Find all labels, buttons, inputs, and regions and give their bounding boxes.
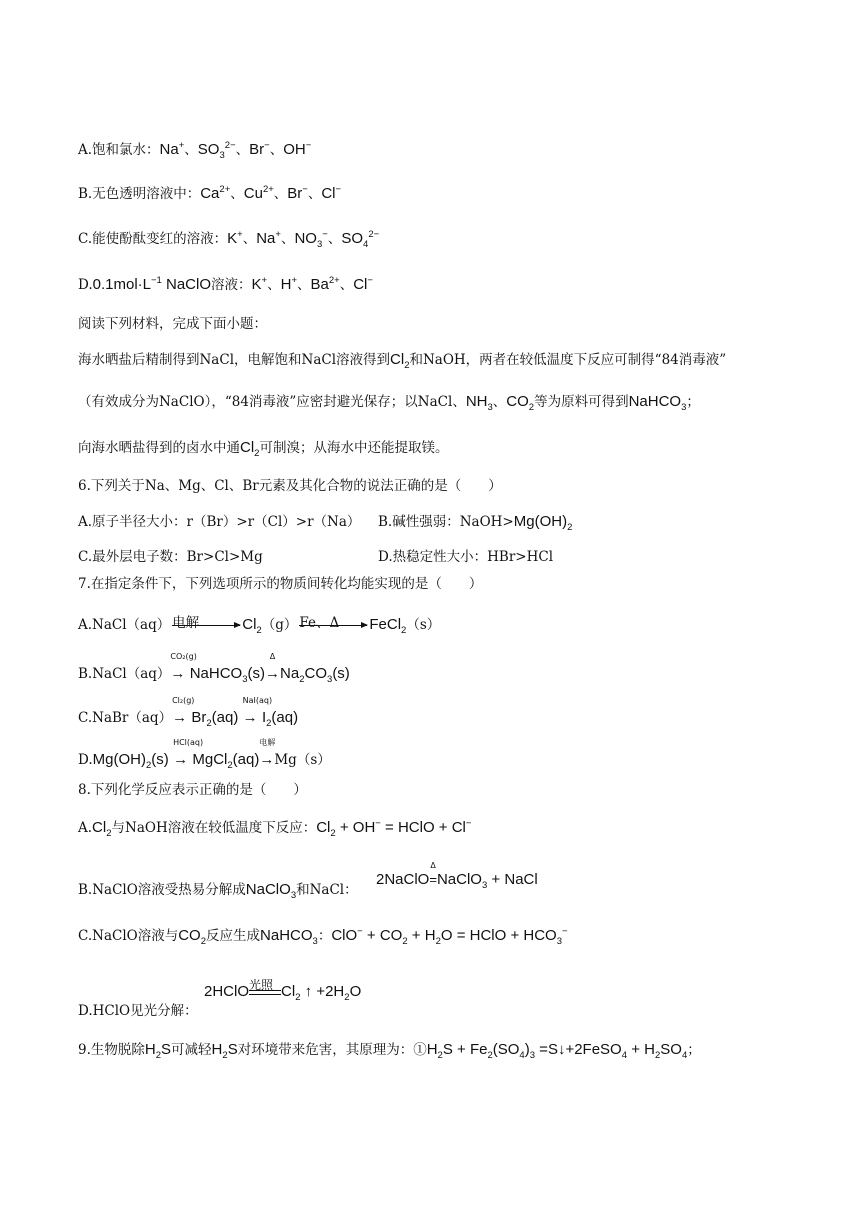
material-line-2: （有效成分为NaClO），“84消毒液”应密封避光保存；以NaCl、$NH_3$、$CO_2$等为原料可得到NaHCO$_3$； bbox=[78, 393, 700, 413]
q6-option-c: C.最外层电子数：Br>Cl>Mg bbox=[78, 549, 263, 565]
q7-option-a: A.NaCl（aq） 电解 $Cl_2(g)$ Fe、Δ FeCl$_2$（s） bbox=[78, 615, 441, 636]
material-line-3: 向海水晒盐得到的卤水中通$Cl_2$可制溴；从海水中还能提取镁。 bbox=[78, 439, 449, 459]
q8-option-c: C.NaClO溶液与$CO_2$反应生成NaHCO$_3$：$ClO^- + CO_2 + H_2O$ = HClO + $HCO_3^-$ bbox=[78, 926, 568, 947]
material-line-1: 海水晒盐后精制得到NaCl，电解饱和NaCl溶液得到$Cl_2$和NaOH，两者在较低温度下反应可制得“84消毒液” bbox=[78, 351, 727, 371]
q8-option-b: B.NaClO溶液受热易分解成NaClO$_3$和NaCl： bbox=[78, 881, 358, 901]
q5-option-d: $D.0.1mol\cdot L^{-1}$ NaClO溶液：K+、H+、$Ba^{2+}$、Cl− bbox=[78, 275, 373, 293]
q5-option-c: C.能使酚酞变红的溶液：K+、Na+、$NO_3^-$、$SO_4^{2-}$ bbox=[78, 229, 380, 250]
q7-stem: 7.在指定条件下，下列选项所示的物质间转化均能实现的是（ ） bbox=[78, 576, 483, 592]
q8-option-a: $A.Cl_2$与NaOH溶液在较低温度下反应：$Cl_2 + OH^-$ = HClO + Cl− bbox=[78, 818, 472, 839]
q6-option-d: D.热稳定性大小：HBr>HCl bbox=[378, 549, 554, 565]
q5-option-a: A.饱和氯水：Na+、$SO_3^{2-}$、Br−、OH− bbox=[78, 140, 312, 161]
q8-stem: 8.下列化学反应表示正确的是（ ） bbox=[78, 782, 307, 798]
q8-option-d: D.HClO见光分解： bbox=[78, 1003, 198, 1019]
q5-option-b: B.无色透明溶液中：$Ca^{2+}$、$Cu^{2+}$、Br−、Cl− bbox=[78, 184, 342, 202]
q9-stem: 9.生物脱除$H_2S$可减轻$H_2S$对环境带来危害，其原理为：$①H_2S + Fe_2(SO_4)_3$ =S↓+2FeSO$_4$ + $H_2SO_4$； bbox=[78, 1041, 701, 1061]
q7-option-d: $D.Mg(OH)_2(s)$ HCl(aq) → MgCl$_2$(aq) 电解 →Mg（s） bbox=[78, 738, 331, 771]
q6-option-b: B.碱性强弱：$NaOH>Mg(OH)_2$ bbox=[378, 513, 573, 533]
q7-option-b: B.NaCl（aq） CO₂(g) → NaHCO$_3$(s) Δ $\to Na_2CO_3(s)$ bbox=[78, 652, 350, 685]
material-intro: 阅读下列材料，完成下面小题： bbox=[78, 316, 267, 332]
q7-option-c: C.NaBr（aq） Cl₂(g) → $Br_2(aq)$ NaI(aq) → $I_2(aq)$ bbox=[78, 696, 299, 729]
q8-option-d-equation: 2HClO 光照 $Cl_2$ ↑ $+2H_2O$ bbox=[204, 978, 362, 1003]
q8-option-b-equation: 2NaClO Δ =NaClO$_3$ + NaCl bbox=[376, 861, 538, 891]
q6-option-a: A.原子半径大小：r（Br）>r（Cl）>r（Na） bbox=[78, 514, 361, 530]
q6-stem: 6.下列关于Na、Mg、Cl、Br元素及其化合物的说法正确的是（ ） bbox=[78, 478, 502, 494]
